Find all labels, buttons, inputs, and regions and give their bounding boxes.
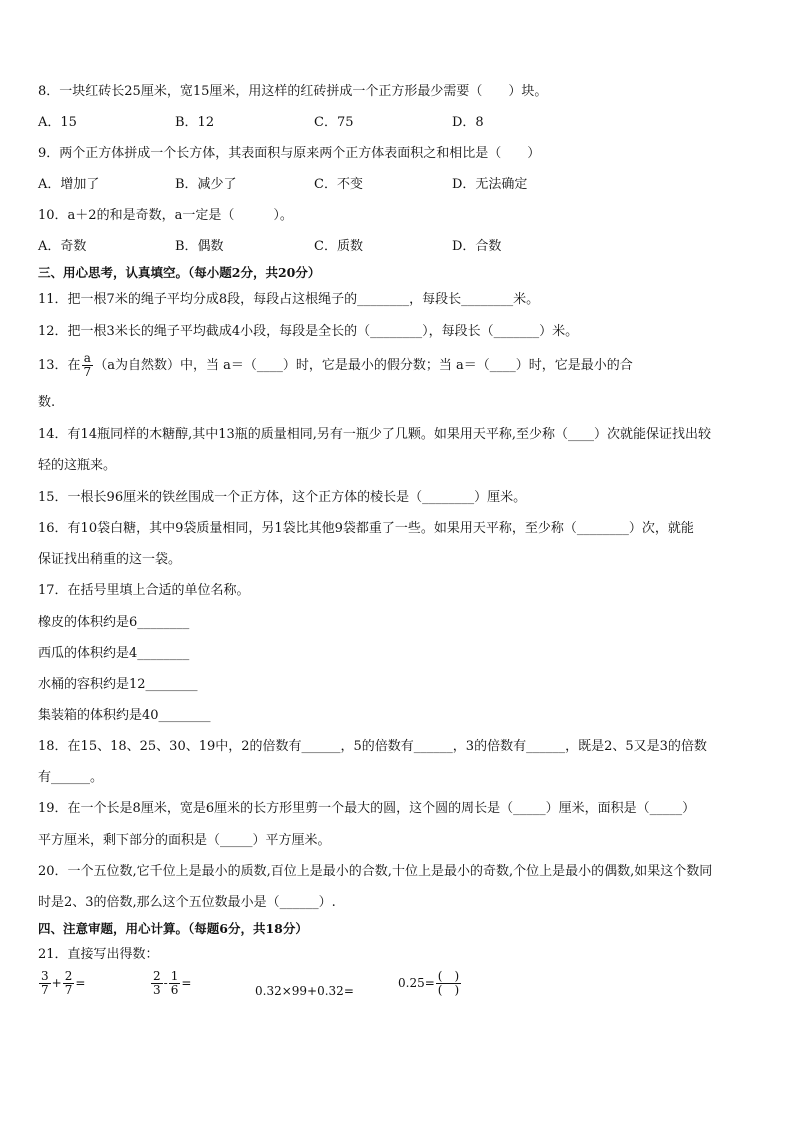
calc4-fraction: [436, 970, 461, 997]
q10-option-c: C．质数: [314, 239, 363, 254]
question-11-text: 11．把一根7米的绳子平均分成8段，每段占这根绳子的________，每段长________米。: [38, 292, 540, 307]
question-20-line-2: 时是2、3的倍数,那么这个五位数最小是（______）.: [38, 895, 336, 910]
q17-item-4: 集装箱的体积约是40________: [38, 708, 211, 723]
q17-item-1: 橡皮的体积约是6________: [38, 615, 190, 630]
calc1-fraction-a: [39, 970, 51, 997]
section-4-heading: 四、注意审题，用心计算。（每题6分，共18分）: [38, 921, 308, 936]
q13-frac-denominator: 7: [83, 365, 92, 379]
calc2-equals: =: [181, 976, 192, 990]
question-19-line-2: 平方厘米，剩下部分的面积是（_____）平方厘米。: [38, 833, 331, 848]
q9-option-b: B．减少了: [175, 177, 237, 192]
question-18-line-1: 18．在15、18、25、30、19中，2的倍数有______，5的倍数有______，3的倍数有______，既是2、5又是3的倍数: [38, 739, 707, 754]
calc-expression-4: [398, 970, 462, 997]
q9-option-a: A．增加了: [38, 177, 100, 192]
calc1-a-numerator: 3: [41, 969, 49, 983]
calc1-fraction-b: [63, 970, 75, 997]
calc2-operator: -: [163, 976, 168, 990]
q10-option-b: B．偶数: [175, 239, 224, 254]
question-14-line-2: 轻的这瓶来。: [38, 458, 117, 473]
calc4-prefix: 0.25=: [398, 976, 435, 990]
q13-fraction: [82, 352, 94, 379]
question-15-text: 15．一根长96厘米的铁丝围成一个正方体，这个正方体的棱长是（________）厘米。: [38, 490, 527, 505]
calc-expression-3: 0.32×99+0.32=: [255, 984, 354, 998]
calc1-equals: =: [75, 976, 86, 990]
q13-prefix: 13．在: [38, 358, 81, 373]
question-9-text: 9．两个正方体拼成一个长方体，其表面积与原来两个正方体表面积之和相比是（ ）: [38, 146, 541, 161]
calc-expression-2: [150, 970, 191, 997]
q13-suffix: （a为自然数）中，当 a＝（____）时，它是最小的假分数；当 a＝（____）时，它是最小的合: [94, 358, 633, 373]
q8-option-b: B．12: [175, 115, 215, 130]
calc2-fraction-a: [151, 970, 163, 997]
calc4-numerator: ( ): [437, 969, 460, 983]
section-3-heading: 三、用心思考，认真填空。（每小题2分，共20分）: [38, 265, 321, 280]
calc2-b-denominator: 6: [170, 983, 179, 997]
calc2-a-denominator: 3: [153, 983, 161, 997]
calc1-b-denominator: 7: [64, 983, 73, 997]
q8-option-c: C．75: [314, 115, 354, 130]
q8-option-a: A．15: [38, 115, 77, 130]
q9-option-c: C．不变: [314, 177, 363, 192]
q10-option-d: D．合数: [452, 239, 502, 254]
question-16-line-1: 16．有10袋白糖，其中9袋质量相同，另1袋比其他9袋都重了一些。如果用天平称，至少称（________）次，就能: [38, 521, 694, 536]
calc1-a-denominator: 7: [41, 983, 49, 997]
calc2-b-numerator: 1: [170, 969, 179, 983]
question-14-line-1: 14．有14瓶同样的木糖醇,其中13瓶的质量相同,另有一瓶少了几颗。如果用天平称,至少称（____）次就能保证找出较: [38, 427, 712, 442]
q13-frac-numerator: a: [82, 352, 94, 366]
question-20-line-1: 20．一个五位数,它千位上是最小的质数,百位上是最小的合数,十位上是最小的奇数,个位上是最小的偶数,如果这个数同: [38, 864, 713, 879]
q8-option-d: D．8: [452, 115, 484, 130]
question-16-line-2: 保证找出稍重的这一袋。: [38, 552, 182, 567]
calc1-b-numerator: 2: [64, 969, 73, 983]
question-8-text: 8．一块红砖长25厘米，宽15厘米，用这样的红砖拼成一个正方形最少需要（ ）块。: [38, 84, 548, 99]
calc-expression-1: [38, 970, 85, 997]
question-21-title: 21．直接写出得数：: [38, 947, 159, 962]
question-13-line-2: 数.: [38, 395, 56, 410]
calc4-denominator: ( ): [437, 983, 460, 997]
question-10-text: 10．a＋2的和是奇数，a一定是（ ）。: [38, 208, 293, 223]
question-17-title: 17．在括号里填上合适的单位名称。: [38, 583, 250, 598]
question-18-line-2: 有______。: [38, 770, 104, 785]
q17-item-2: 西瓜的体积约是4________: [38, 646, 190, 661]
q10-option-a: A．奇数: [38, 239, 87, 254]
calc2-a-numerator: 2: [153, 969, 161, 983]
question-12-text: 12．把一根3米长的绳子平均截成4小段，每段是全长的（________），每段长（_______）米。: [38, 324, 579, 339]
calc2-fraction-b: [169, 970, 181, 997]
question-13-line-1: [38, 352, 633, 380]
q9-option-d: D．无法确定: [452, 177, 528, 192]
question-19-line-1: 19．在一个长是8厘米，宽是6厘米的长方形里剪一个最大的圆，这个圆的周长是（_____）厘米，面积是（_____）: [38, 801, 696, 816]
calc1-operator: +: [51, 976, 62, 990]
q17-item-3: 水桶的容积约是12________: [38, 677, 198, 692]
